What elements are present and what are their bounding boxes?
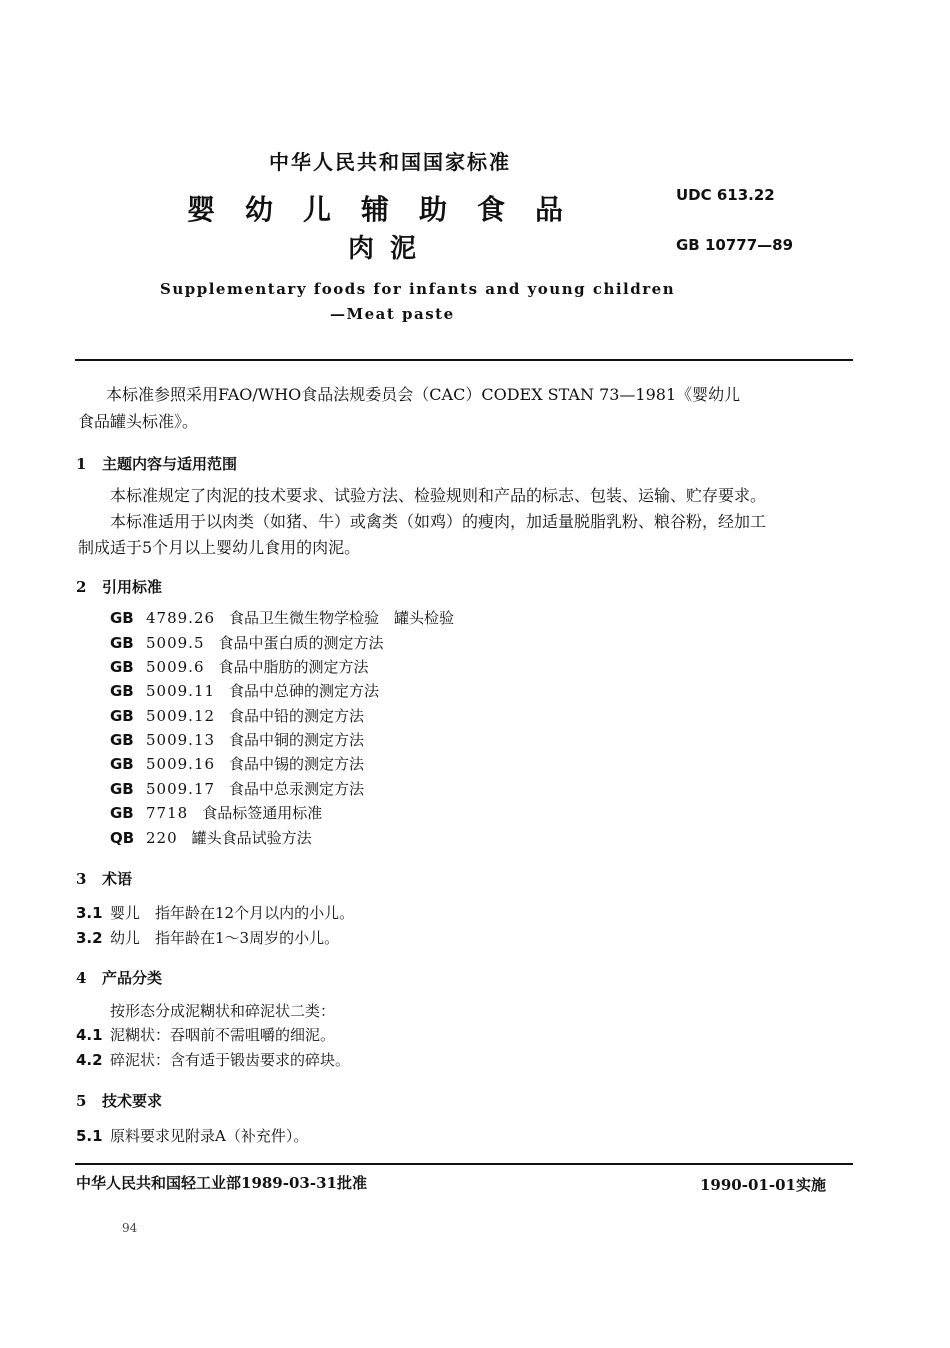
intro-line-2: 食品罐头标准》。 <box>78 412 199 431</box>
header-divider <box>75 359 853 361</box>
section-5-heading <box>76 1090 162 1111</box>
reference-item: GB 5009.12 食品中铅的测定方法 <box>110 707 365 725</box>
intro-line-1: 本标准参照采用FAO/WHO食品法规委员会（CAC）CODEX STAN 73—1981《婴幼儿 <box>106 385 741 404</box>
section-title: 术语 <box>102 870 133 888</box>
reference-item: QB 220 罐头食品试验方法 <box>110 829 312 847</box>
section-number: 5 <box>76 1092 87 1110</box>
term-item: 3.1 婴儿 指年龄在12个月以内的小儿。 <box>76 904 355 922</box>
reference-item: GB 5009.6 食品中脂肪的测定方法 <box>110 658 369 676</box>
section-1-paragraph-2-line-2: 制成适于5个月以上婴幼儿食用的肉泥。 <box>78 538 361 557</box>
reference-item: GB 5009.11 食品中总砷的测定方法 <box>110 682 380 700</box>
classification-item: 4.2 碎泥状：含有适于锻齿要求的碎块。 <box>76 1051 351 1069</box>
section-title: 技术要求 <box>102 1092 163 1110</box>
section-1-paragraph-2-line-1: 本标准适用于以肉类（如猪、牛）或禽类（如鸡）的瘦肉，加适量脱脂乳粉、粮谷粉，经加工 <box>110 512 767 531</box>
term-item: 3.2 幼儿 指年龄在1～3周岁的小儿。 <box>76 929 340 947</box>
section-3-heading <box>76 868 132 889</box>
approval-statement: 中华人民共和国轻工业部1989-03-31批准 <box>76 1174 367 1192</box>
section-number: 2 <box>76 578 87 596</box>
section-1-heading <box>76 453 237 474</box>
effective-date: 1990-01-01实施 <box>700 1176 826 1194</box>
section-number: 3 <box>76 870 87 888</box>
classification-item: 4.1 泥糊状：吞咽前不需咀嚼的细泥。 <box>76 1026 336 1044</box>
english-subtitle: —Meat paste <box>330 305 455 323</box>
udc-code: UDC 613.22 <box>676 186 775 204</box>
section-number: 4 <box>76 969 87 987</box>
section-2-heading <box>76 576 162 597</box>
standard-subtitle: 肉泥 <box>347 234 432 264</box>
section-4-intro: 按形态分成泥糊状和碎泥状二类： <box>110 1002 336 1020</box>
reference-item: GB 7718 食品标签通用标准 <box>110 804 323 822</box>
reference-item: GB 5009.13 食品中铜的测定方法 <box>110 731 365 749</box>
reference-item: GB 5009.5 食品中蛋白质的测定方法 <box>110 634 384 652</box>
footer-divider <box>75 1163 853 1165</box>
section-title: 产品分类 <box>102 969 163 987</box>
requirement-item: 5.1 原料要求见附录A（补充件）。 <box>76 1127 309 1145</box>
section-1-paragraph-1: 本标准规定了肉泥的技术要求、试验方法、检验规则和产品的标志、包装、运输、贮存要求。 <box>110 486 767 505</box>
gb-number: GB 10777—89 <box>676 236 794 254</box>
reference-item: GB 5009.16 食品中锡的测定方法 <box>110 755 365 773</box>
reference-item: GB 4789.26 食品卫生微生物学检验 罐头检验 <box>110 609 455 627</box>
section-title: 引用标准 <box>102 578 163 596</box>
standard-title: 婴幼儿辅助食品 <box>186 193 593 226</box>
issuing-body: 中华人民共和国国家标准 <box>269 150 511 174</box>
english-title: Supplementary foods for infants and young children <box>160 280 676 298</box>
page-number: 94 <box>122 1221 138 1235</box>
section-4-heading <box>76 967 162 988</box>
section-title: 主题内容与适用范围 <box>102 455 238 473</box>
section-number: 1 <box>76 455 87 473</box>
reference-item: GB 5009.17 食品中总汞测定方法 <box>110 780 365 798</box>
